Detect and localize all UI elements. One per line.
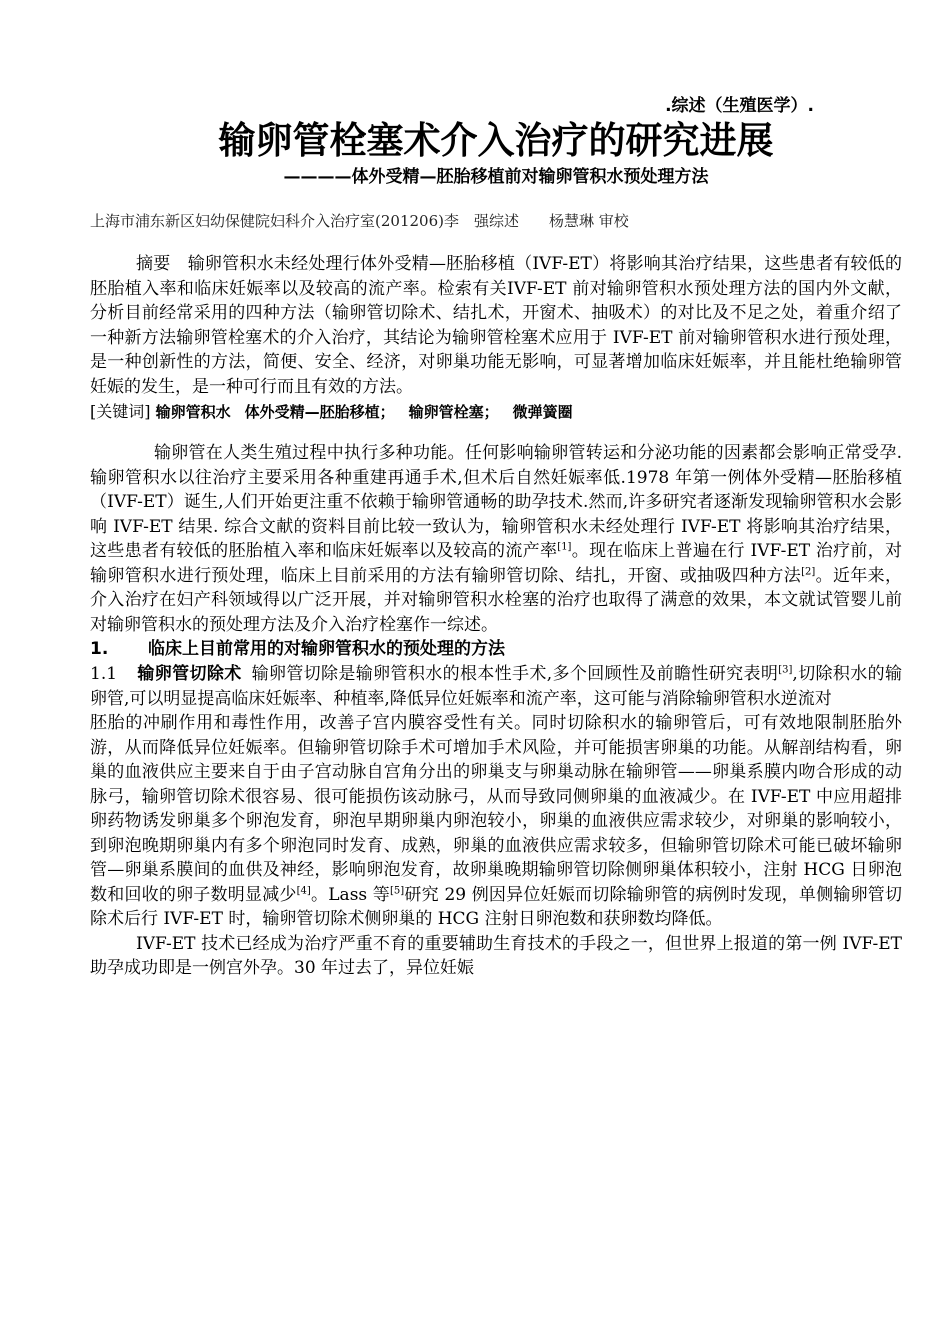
body-text: 研究 29 例因异位妊娠而切除输卵管的病例时发现，单侧输卵管切除术后行 IVF-ET 时，输卵管切除术侧卵巢的 HCG 注射日卵泡数和获卵数均降低。 [90,884,903,929]
subsection-number: 1.1 [90,664,118,684]
article-subtitle: ————体外受精—胚胎移植前对输卵管积水预处理方法 [283,167,709,187]
abstract-text: 输卵管积水未经处理行体外受精—胚胎移植（IVF-ET）将影响其治疗结果，这些患者有较低的胚胎植入率和临床妊娠率以及较高的流产率。检索有关IVF-ET 前对输卵管积水预处理方法的国内外文献，分析目前经常采用的四种方法（输卵管切除术、结扎术，开窗术、抽吸术）的对比及不足之处，着重介绍了一种新方法输卵管栓塞术的介入治疗，其结论为输卵管栓塞术应用于 IVF-ET 前对输卵管积水进行预处理，是一种创新性的方法，简便、安全、经济，对卵巢功能无影响，可显著增加临床妊娠率，并且能杜绝输卵管妊娠的发生，是一种可行而且有效的方法。 [90,254,903,397]
citation-4: [4] [296,884,311,896]
ivf-paragraph: IVF-ET 技术已经成为治疗严重不育的重要辅助生育技术的手段之一，但世界上报道的第一例 IVF-ET 助孕成功即是一例宫外孕。30 年过去了，异位妊娠 [90,933,902,978]
section-number: 1. [90,639,109,659]
keywords-terms [156,403,587,421]
section-title: 临床上目前常用的对输卵管积水的预处理的方法 [148,639,505,659]
body-text: 。Lass 等 [310,884,390,905]
article-title: 输卵管栓塞术介入治疗的研究进展 [218,119,774,162]
section-1-1-paragraph [90,662,902,711]
document-page [90,94,902,981]
keywords-label: [关键词] [90,402,151,421]
author-affiliation: 上海市浦东新区妇幼保健院妇科介入治疗室(201206)李 强综述 杨慧琳 审校 [90,212,629,230]
category-label: .综述（生殖医学）. [665,96,814,116]
body-text: 胚胎的冲刷作用和毒性作用，改善子宫内膜容受性有关。同时切除积水的输卵管后，可有效地限制胚胎外游，从而降低异位妊娠率。但输卵管切除手术可增加手术风险，并可能损害卵巢的功能。从解剖结构看，卵巢的血液供应主要来自于由子宫动脉自宫角分出的卵巢支与卵巢动脉在输卵管——卵巢系膜内吻合形成的动脉弓，输卵管切除术很容易、很可能损伤该动脉弓，从而导致同侧卵巢的血液减少。在 IVF-ET 中应用超排卵药物诱发卵巢多个卵泡发育，卵泡早期卵巢内卵泡较小，卵巢的血液供应需求较少，对卵巢的影响较小，到卵泡晚期卵巢内有多个卵泡同时发育、成熟，卵巢的血液供应需求较多，但输卵管切除术可能已破坏输卵管—卵巢系膜间的血供及神经，影响卵泡发育，故卵巢晚期输卵管切除侧卵巢体积较小，注射 HCG 日卵泡数和回收的卵子数明显减少 [90,713,902,905]
keywords-line [90,399,902,425]
intro-text: 。近年来，介入治疗在妇产科领域得以广泛开展，并对输卵管积水栓塞的治疗也取得了满意的效果，本文就试管婴儿前对输卵管积水的预处理方法及介入治疗栓塞作一综述。 [90,565,903,635]
citation-2: [2] [801,565,816,577]
section-1-heading [90,637,902,662]
abstract-label: 摘要 [136,254,171,274]
intro-text: 输卵管在人类生殖过程中执行多种功能。任何影响输卵管转运和分泌功能的因素都会影响正常受孕.输卵管积水以往治疗主要采用各种重建再通手术,但术后自然妊娠率低.1978 年第一例体外受精—胚胎移植（IVF-ET）诞生,人们开始更注重不依赖于输卵管通畅的助孕技术.然而,许多研究者逐渐发现输卵管积水会影响 IVF-ET 结果. 综合文献的资料目前比较一致认为，输卵管积水未经处理行 IVF-ET 将影响其治疗结果，这些患者有较低的胚胎植入率和临床妊娠率以及较高的流产率 [90,443,902,561]
keyword-term: 输卵管积水 [155,403,231,421]
citation-3: [3] [778,664,793,676]
subsection-title: 输卵管切除术 [137,664,242,684]
keyword-term: 体外受精—胚胎移植； [244,403,395,421]
body-text: 输卵管切除是输卵管积水的根本性手术,多个回顾性及前瞻性研究表明 [251,664,779,684]
citation-5: [5] [390,884,405,896]
citation-1: [1] [557,541,572,553]
keyword-term: 微弹簧圈 [512,403,573,421]
intro-paragraph [90,441,902,637]
body-text: ,切除积水的输卵管,可以明显提高临床妊娠率、种植率,降低异位妊娠率和流产率，这可能与消除输卵管积水逆流对 [90,664,903,709]
intro-text: 。现在临床上普遍在行 IVF-ET 治疗前，对输卵管积水进行预处理，临床上目前采用的方法有输卵管切除、结扎，开窗、或抽吸四种方法 [90,541,903,586]
keyword-term: 输卵管栓塞； [408,403,499,421]
section-1-1-continued-paragraph [90,711,902,932]
abstract-paragraph [90,252,902,399]
